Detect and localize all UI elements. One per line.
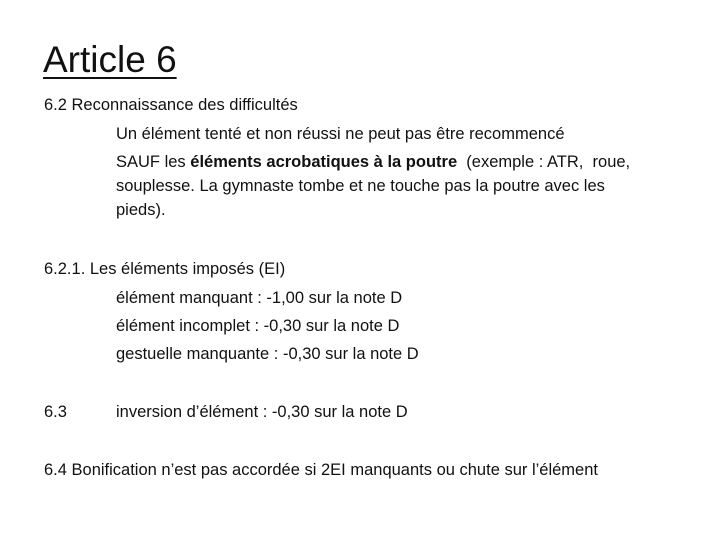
list-item: élément incomplet : -0,30 sur la note D [116, 317, 400, 335]
section-6-2-line-2-suffix: (exemple : ATR, roue, [457, 153, 631, 171]
section-6-3-number: 6.3 [44, 403, 67, 421]
section-6-2-line-4: pieds). [116, 201, 166, 219]
section-6-2-line-2-prefix: SAUF les [116, 153, 191, 171]
slide-title: Article 6 [43, 39, 177, 80]
section-6-2-line-3: souplesse. La gymnaste tombe et ne touche pas la poutre avec les [116, 177, 605, 195]
section-6-2-line-2 [116, 152, 630, 172]
section-6-2-bold-phrase: éléments acrobatiques à la poutre [190, 153, 458, 171]
section-6-2-1-heading: 6.2.1. Les éléments imposés (EI) [44, 260, 286, 278]
section-6-2-heading: 6.2 Reconnaissance des difficultés [44, 96, 298, 114]
section-6-4-text: 6.4 Bonification n’est pas accordée si 2EI manquants ou chute sur l’élément [44, 461, 598, 479]
list-item: élément manquant : -1,00 sur la note D [116, 289, 403, 307]
section-6-3-text: inversion d’élément : -0,30 sur la note D [116, 403, 408, 421]
list-item: gestuelle manquante : -0,30 sur la note D [116, 345, 419, 363]
section-6-2-line-1: Un élément tenté et non réussi ne peut pas être recommencé [116, 125, 565, 143]
